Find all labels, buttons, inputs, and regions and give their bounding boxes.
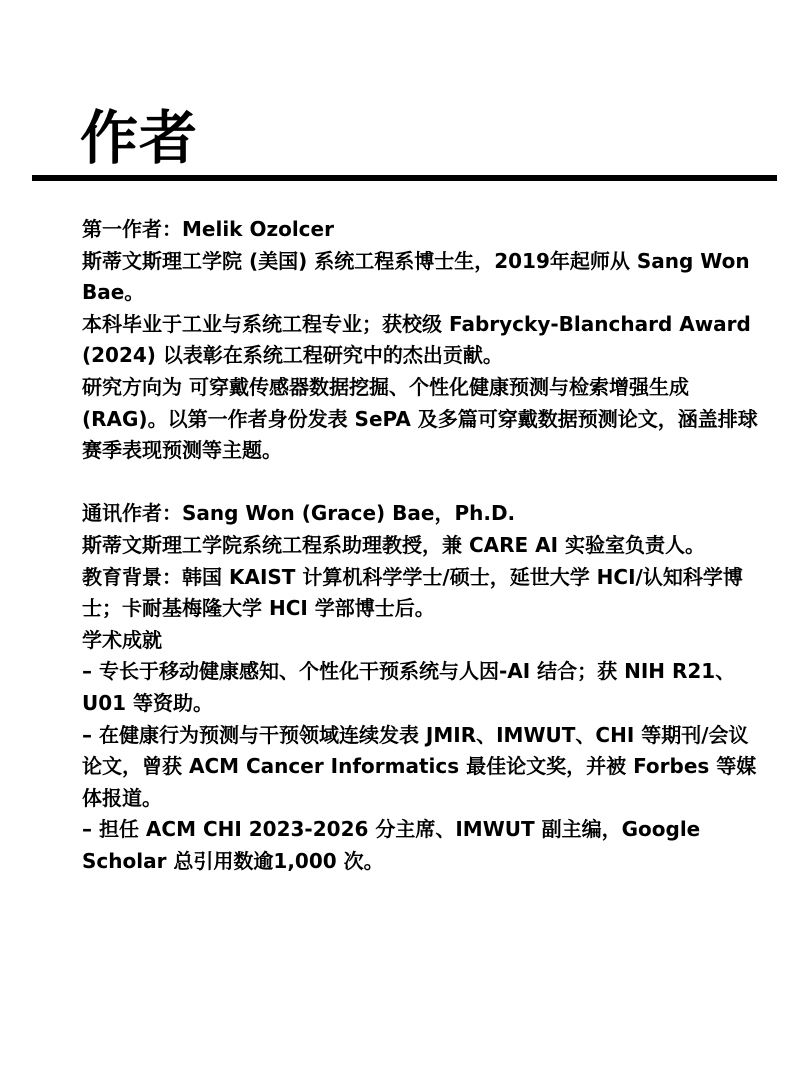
section-spacer (82, 467, 762, 499)
achievement-item: – 在健康行为预测与干预领域连续发表 JMIR、IMWUT、CHI 等期刊/会议论文，曾获 ACM Cancer Informatics 最佳论文奖，并被 Forbes 等媒体报道。 (82, 722, 757, 810)
first-author-affiliation: 斯蒂文斯理工学院 (美国) 系统工程系博士生，2019年起师从 Sang Won Bae。 (82, 248, 750, 305)
achievement-item: – 担任 ACM CHI 2023-2026 分主席、IMWUT 副主编，Google Scholar 总引用数逾1,000 次。 (82, 817, 701, 873)
title-divider (32, 175, 777, 181)
first-author-heading: 第一作者：Melik Ozolcer (82, 217, 334, 241)
first-author-research: 研究方向为 可穿戴传感器数据挖掘、个性化健康预测与检索增强生成 (RAG)。以第一作者身份发表 SePA 及多篇可穿戴数据预测论文，涵盖排球赛季表现预测等主题。 (82, 374, 758, 463)
corresponding-author-heading: 通讯作者：Sang Won (Grace) Bae，Ph.D. (82, 501, 516, 526)
corresponding-author-section (82, 498, 762, 877)
achievement-item: – 专长于移动健康感知、个性化干预系统与人因-AI 结合；获 NIH R21、U01 等资助。 (82, 659, 736, 715)
first-author-section (82, 214, 762, 467)
corresponding-author-position: 斯蒂文斯理工学院系统工程系助理教授，兼 CARE AI 实验室负责人。 (82, 532, 706, 557)
first-author-education: 本科毕业于工业与系统工程专业；获校级 Fabrycky-Blanchard Award (2024) 以表彰在系统工程研究中的杰出贡献。 (82, 311, 751, 368)
author-content (82, 214, 762, 877)
achievements-heading: 学术成就 (82, 627, 162, 652)
corresponding-author-education: 教育背景：韩国 KAIST 计算机科学学士/硕士，延世大学 HCI/认知科学博士；卡耐基梅隆大学 HCI 学部博士后。 (82, 564, 743, 621)
page-title: 作者 (80, 104, 199, 172)
